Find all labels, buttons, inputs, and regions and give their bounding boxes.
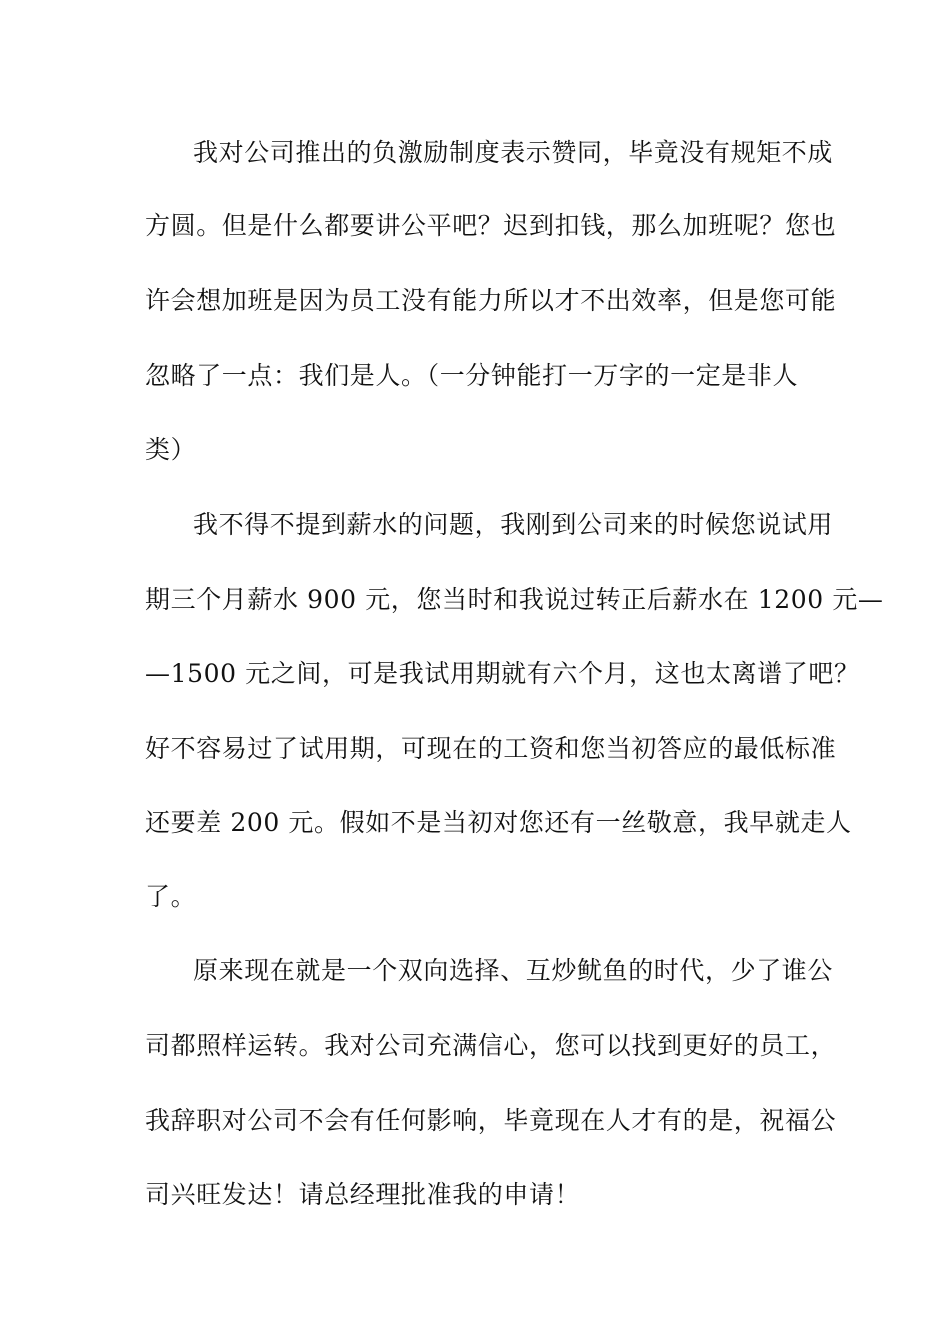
paragraph-line: 我辞职对公司不会有任何影响，毕竟现在人才有的是，祝福公: [145, 1106, 837, 1135]
paragraph-line: 方圆。但是什么都要讲公平吧？迟到扣钱，那么加班呢？您也: [145, 211, 837, 240]
paragraph-line: 好不容易过了试用期，可现在的工资和您当初答应的最低标准: [145, 734, 837, 763]
paragraph-line: 还要差 200 元。假如不是当初对您还有一丝敬意，我早就走人: [145, 808, 852, 837]
paragraph-line: 司兴旺发达！请总经理批准我的申请！: [145, 1180, 581, 1209]
paragraph-line: 许会想加班是因为员工没有能力所以才不出效率，但是您可能: [145, 286, 837, 315]
paragraph-line: 期三个月薪水 900 元，您当时和我说过转正后薪水在 1200 元—: [145, 585, 884, 614]
paragraph-line: —1500 元之间，可是我试用期就有六个月，这也太离谱了吧？: [145, 659, 860, 688]
paragraph-line: 类）: [145, 435, 197, 464]
paragraph-line: 了。: [145, 882, 197, 911]
paragraph-line: 我不得不提到薪水的问题，我刚到公司来的时候您说试用: [193, 510, 834, 539]
paragraph-line: 忽略了一点：我们是人。（一分钟能打一万字的一定是非人: [145, 361, 799, 390]
paragraph-line: 司都照样运转。我对公司充满信心，您可以找到更好的员工，: [145, 1031, 837, 1060]
paragraph-line: 我对公司推出的负激励制度表示赞同，毕竟没有规矩不成: [193, 138, 834, 167]
paragraph-line: 原来现在就是一个双向选择、互炒鱿鱼的时代，少了谁公: [193, 956, 834, 985]
